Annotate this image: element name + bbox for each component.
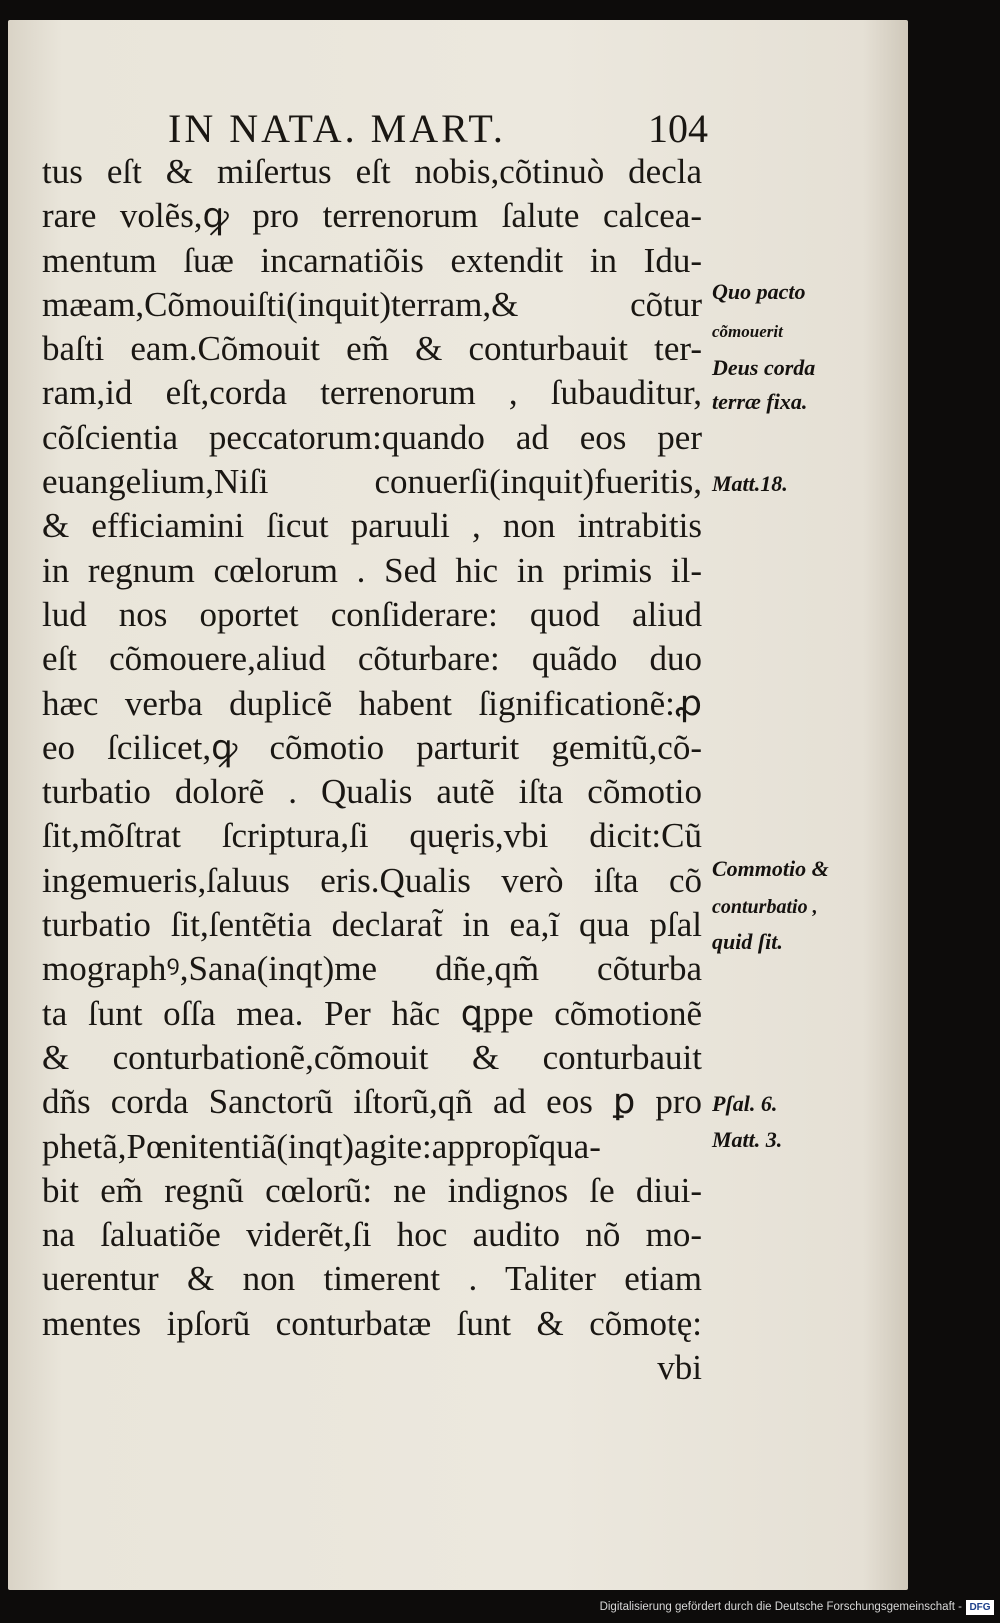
text-line: euangelium,Niſi conuerſi(inquit)fueritis,	[42, 462, 702, 502]
text-line: & conturbationẽ,cõmouit & conturbauit	[42, 1037, 702, 1077]
text-line: turbatio dolorẽ . Qualis autẽ iſta cõmotio	[42, 772, 702, 812]
text-line: ingemueris,ſaluus eris.Qualis verò iſta cõ	[42, 860, 702, 900]
text-line: mæam,Cõmouiſti(inquit)terram,& cõtur	[42, 284, 702, 324]
text-line: mentes ipſorũ conturbatæ ſunt & cõmotę:	[42, 1303, 702, 1343]
margin-note: Deus corda	[712, 355, 816, 380]
margin-note: cõmouerit	[712, 322, 783, 341]
text-line: lud nos oportet conſiderare: quod aliud	[42, 594, 702, 634]
text-line: eo ſcilicet,ꝙ cõmotio parturit gemitũ,cõ-	[42, 727, 702, 767]
margin-note: conturbatio ,	[712, 896, 818, 918]
margin-note: Matt.18.	[712, 471, 788, 496]
text-line: hæc verba duplicẽ habent ſignificationẽ:ꝓ	[42, 683, 702, 723]
text-line: tus eſt & miſertus eſt nobis,cõtinuò decla	[42, 152, 702, 191]
text-line: ta ſunt oſſa mea. Per hãc ꝗppe cõmotionẽ	[42, 993, 702, 1033]
margin-note: terræ fixa.	[712, 389, 808, 414]
text-line: uerentur & non timerent . Taliter etiam	[42, 1259, 702, 1299]
text-line: phetã,Pœnitentiã(inqt)agite:appropĩqua-	[42, 1126, 601, 1166]
main-text-block	[42, 150, 702, 1390]
margin-note: Commotio &	[712, 856, 829, 881]
footer-bar	[0, 1596, 1000, 1623]
catchword: vbi	[657, 1348, 702, 1388]
dfg-logo: DFG	[966, 1600, 994, 1615]
text-line: mentum ſuæ incarnatiõis extendit in Idu-	[42, 240, 702, 280]
page-number: 104	[648, 106, 708, 151]
margin-note: quid ſit.	[712, 929, 783, 954]
text-line: bit em̃ regnũ cœlorũ: ne indignos ſe diui-	[42, 1170, 702, 1210]
running-title: IN NATA. MART.	[168, 106, 506, 151]
text-line: baſti eam.Cõmouit em̃ & conturbauit ter-	[42, 329, 702, 369]
margin-note: Matt. 3.	[712, 1127, 783, 1152]
text-line: mographꝰ,Sana(inqt)me dñe,qm̃ cõturba	[42, 949, 702, 989]
text-line: eſt cõmouere,aliud cõturbare: quãdo duo	[42, 639, 702, 679]
running-header	[168, 105, 708, 155]
text-line: turbatio ſit,ſentẽtia declarat̃ in ea,ĩ qua pſal	[42, 905, 702, 945]
text-line: na ſaluatiõe viderẽt,ſi hoc audito nõ mo-	[42, 1215, 702, 1255]
text-line: ram,id eſt,corda terrenorum , ſubauditur,	[42, 373, 702, 413]
text-line: & efficiamini ſicut paruuli , non intrabitis	[42, 506, 702, 546]
text-line: in regnum cœlorum . Sed hic in primis il-	[42, 550, 702, 590]
text-line: dñs corda Sanctorũ iſtorũ,qñ ad eos ꝑ pro	[42, 1082, 702, 1122]
text-line: ſit,mõſtrat ſcriptura,ſi quęris,vbi dicit:Cũ	[42, 816, 702, 856]
digitization-credit: Digitalisierung gefördert durch die Deutsche Forschungsgemeinschaft -	[599, 1601, 962, 1613]
margin-note: Quo pacto	[712, 279, 806, 304]
margin-note: Pſal. 6.	[712, 1091, 778, 1116]
text-line: rare volẽs,ꝙ pro terrenorum ſalute calcea-	[42, 196, 702, 236]
text-line: cõſcientia peccatorum:quando ad eos per	[42, 417, 702, 457]
